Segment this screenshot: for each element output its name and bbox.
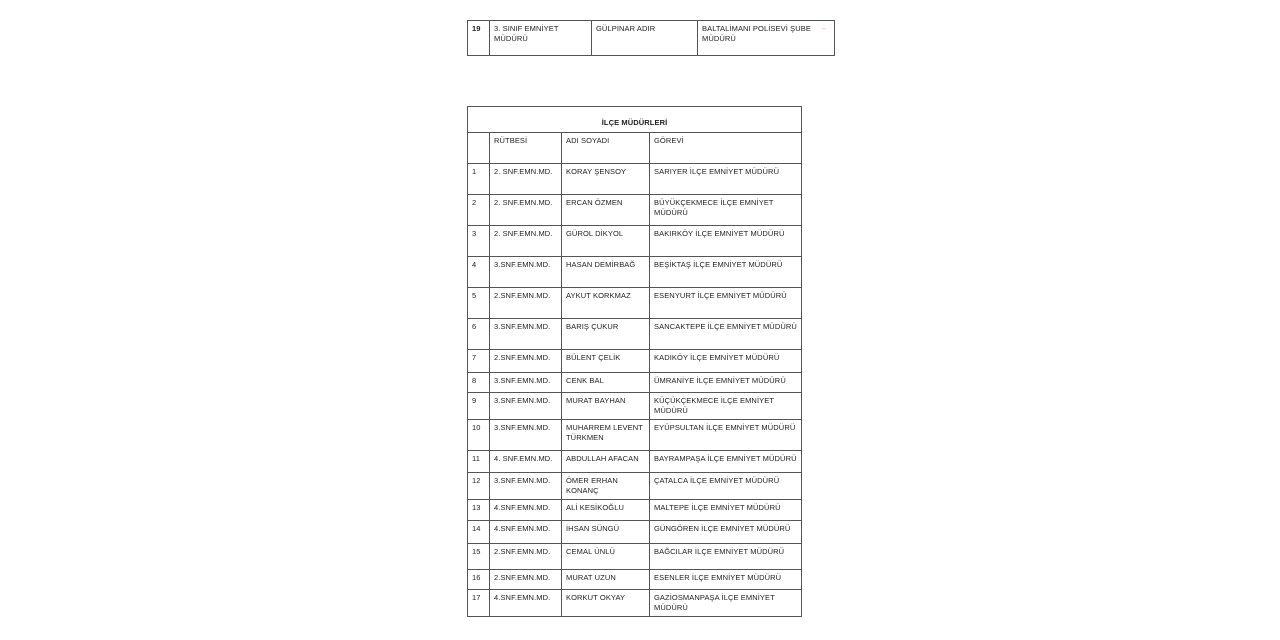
no-cell: 11 <box>468 451 490 473</box>
header-row <box>468 133 802 164</box>
no-cell: 12 <box>468 473 490 500</box>
no-cell: 13 <box>468 500 490 521</box>
district-managers-table <box>467 106 802 617</box>
no-cell: 14 <box>468 521 490 544</box>
rank-cell: 2.SNF.EMN.MD. <box>490 544 562 570</box>
no-cell: 6 <box>468 319 490 350</box>
duty-cell: BEŞİKTAŞ İLÇE EMNİYET MÜDÜRÜ <box>650 257 802 288</box>
duty-cell: GÜNGÖREN İLÇE EMNİYET MÜDÜRÜ <box>650 521 802 544</box>
table-title: İLÇE MÜDÜRLERİ <box>468 107 802 133</box>
name-cell: BÜLENT ÇELİK <box>562 350 650 373</box>
name-cell: MURAT UZUN <box>562 570 650 590</box>
name-cell: GÜROL DİKYOL <box>562 226 650 257</box>
no-cell: 4 <box>468 257 490 288</box>
rank-cell: 2.SNF.EMN.MD. <box>490 288 562 319</box>
no-cell: 15 <box>468 544 490 570</box>
duty-cell: ESENYURT İLÇE EMNİYET MÜDÜRÜ <box>650 288 802 319</box>
duty-cell: KADIKÖY İLÇE EMNİYET MÜDÜRÜ <box>650 350 802 373</box>
rank-cell: 4.SNF.EMN.MD. <box>490 590 562 617</box>
no-cell: 5 <box>468 288 490 319</box>
no-cell: 2 <box>468 195 490 226</box>
rank-cell: 4.SNF.EMN.MD. <box>490 521 562 544</box>
stamp-mark: — <box>822 25 826 30</box>
table-row <box>468 288 802 319</box>
duty-cell: GAZİOSMANPAŞA İLÇE EMNİYET MÜDÜRÜ <box>650 590 802 617</box>
rank-cell: 4. SNF.EMN.MD. <box>490 451 562 473</box>
rank-cell: 4.SNF.EMN.MD. <box>490 500 562 521</box>
name-cell: BARIŞ ÇUKUR <box>562 319 650 350</box>
table-row <box>468 544 802 570</box>
duty-cell: SANCAKTEPE İLÇE EMNİYET MÜDÜRÜ <box>650 319 802 350</box>
name-cell: MURAT BAYHAN <box>562 393 650 420</box>
duty-cell: KÜÇÜKÇEKMECE İLÇE EMNİYET MÜDÜRÜ <box>650 393 802 420</box>
table-row <box>468 521 802 544</box>
name-cell: HASAN DEMİRBAĞ <box>562 257 650 288</box>
duty-cell: MALTEPE İLÇE EMNİYET MÜDÜRÜ <box>650 500 802 521</box>
name-cell: CEMAL ÜNLÜ <box>562 544 650 570</box>
name-cell: KORKUT OKYAY <box>562 590 650 617</box>
header-name: ADI SOYADI <box>562 133 650 164</box>
table-row <box>468 21 835 56</box>
rank-cell: 2. SNF.EMN.MD. <box>490 164 562 195</box>
name-cell: CENK BAL <box>562 373 650 393</box>
no-cell: 10 <box>468 420 490 451</box>
name-cell: ERCAN ÖZMEN <box>562 195 650 226</box>
rank-cell: 3.SNF.EMN.MD. <box>490 319 562 350</box>
name-cell: ALİ KESİKOĞLU <box>562 500 650 521</box>
header-rank: RÜTBESİ <box>490 133 562 164</box>
table-row <box>468 451 802 473</box>
table-row <box>468 257 802 288</box>
name-cell: KORAY ŞENSOY <box>562 164 650 195</box>
duty-cell: ÇATALCA İLÇE EMNİYET MÜDÜRÜ <box>650 473 802 500</box>
no-cell: 7 <box>468 350 490 373</box>
rank-cell: 2.SNF.EMN.MD. <box>490 350 562 373</box>
header-no <box>468 133 490 164</box>
name-cell: ABDULLAH AFACAN <box>562 451 650 473</box>
no-cell: 3 <box>468 226 490 257</box>
table-row <box>468 319 802 350</box>
top-table <box>467 20 835 56</box>
rank-cell: 3. SINIF EMNİYET MÜDÜRÜ <box>490 21 592 56</box>
name-cell: AYKUT KORKMAZ <box>562 288 650 319</box>
table-row <box>468 164 802 195</box>
duty-cell: ÜMRANİYE İLÇE EMNİYET MÜDÜRÜ <box>650 373 802 393</box>
no-cell: 1 <box>468 164 490 195</box>
rank-cell: 3.SNF.EMN.MD. <box>490 420 562 451</box>
rank-cell: 3.SNF.EMN.MD. <box>490 373 562 393</box>
duty-cell: BALTALİMANI POLİSEVİ ŞUBE MÜDÜRÜ <box>698 21 835 56</box>
duty-cell: BAKIRKÖY İLÇE EMNİYET MÜDÜRÜ <box>650 226 802 257</box>
rank-cell: 3.SNF.EMN.MD. <box>490 473 562 500</box>
table-row <box>468 373 802 393</box>
no-cell: 17 <box>468 590 490 617</box>
rank-cell: 2. SNF.EMN.MD. <box>490 226 562 257</box>
rank-cell: 2. SNF.EMN.MD. <box>490 195 562 226</box>
duty-cell: ESENLER İLÇE EMNİYET MÜDÜRÜ <box>650 570 802 590</box>
name-cell: ÖMER ERHAN KONANÇ <box>562 473 650 500</box>
no-cell: 16 <box>468 570 490 590</box>
table-row <box>468 226 802 257</box>
duty-cell: BÜYÜKÇEKMECE İLÇE EMNİYET MÜDÜRÜ <box>650 195 802 226</box>
duty-cell: BAĞCILAR İLÇE EMNİYET MÜDÜRÜ <box>650 544 802 570</box>
no-cell: 9 <box>468 393 490 420</box>
table-row <box>468 590 802 617</box>
name-cell: İHSAN SÜNGÜ <box>562 521 650 544</box>
table-row <box>468 473 802 500</box>
table-row <box>468 393 802 420</box>
table-row <box>468 420 802 451</box>
table-row <box>468 350 802 373</box>
rank-cell: 3.SNF.EMN.MD. <box>490 257 562 288</box>
rank-cell: 3.SNF.EMN.MD. <box>490 393 562 420</box>
table-row <box>468 195 802 226</box>
rank-cell: 2.SNF.EMN.MD. <box>490 570 562 590</box>
name-cell: MUHARREM LEVENT TÜRKMEN <box>562 420 650 451</box>
duty-cell: SARIYER İLÇE EMNİYET MÜDÜRÜ <box>650 164 802 195</box>
row-number: 19 <box>468 21 490 56</box>
duty-cell: BAYRAMPAŞA İLÇE EMNİYET MÜDÜRÜ <box>650 451 802 473</box>
duty-cell: EYÜPSULTAN İLÇE EMNİYET MÜDÜRÜ <box>650 420 802 451</box>
no-cell: 8 <box>468 373 490 393</box>
name-cell: GÜLPINAR ADIR <box>592 21 698 56</box>
table-row <box>468 570 802 590</box>
table-row <box>468 500 802 521</box>
header-duty: GÖREVİ <box>650 133 802 164</box>
table-title-row <box>468 107 802 133</box>
district-rows <box>468 164 802 617</box>
